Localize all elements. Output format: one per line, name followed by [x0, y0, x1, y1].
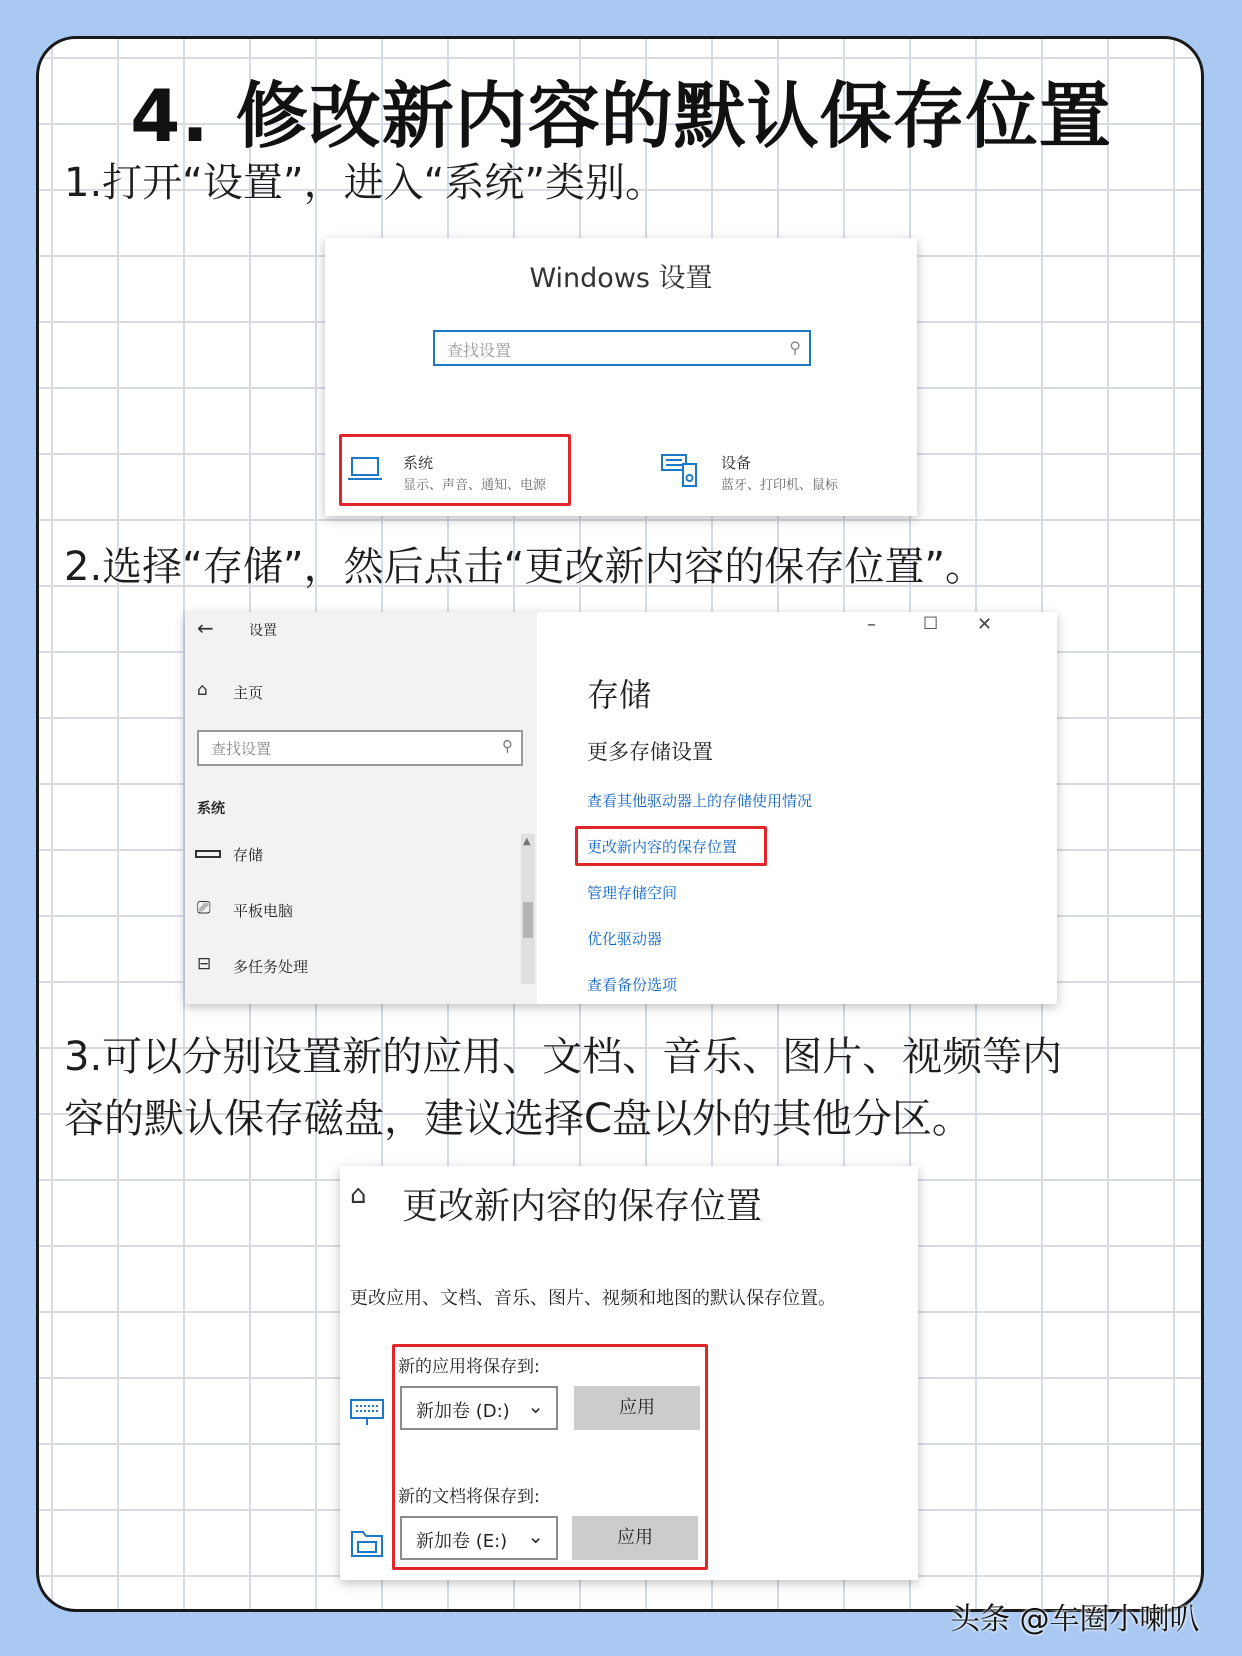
sidebar-search-placeholder: 查找设置	[211, 740, 272, 758]
tablet-icon: ⎚	[197, 898, 211, 918]
chevron-down-icon: ⌄	[527, 1394, 544, 1418]
sidebar-item-storage[interactable]: 存储	[233, 846, 264, 864]
link-optimize-drives[interactable]: 优化驱动器	[587, 930, 663, 948]
chevron-down-icon: ⌄	[527, 1524, 544, 1548]
apps-drive-select[interactable]	[400, 1386, 558, 1430]
storage-subheading: 更多存储设置	[587, 740, 713, 764]
tile-devices[interactable]	[661, 434, 891, 506]
save-location-title: 更改新内容的保存位置	[402, 1186, 763, 1227]
documents-save-label: 新的文档将保存到:	[398, 1487, 540, 1507]
step-3-text-line-1: 3.可以分别设置新的应用、文档、音乐、图片、视频等内	[64, 1034, 1063, 1080]
storage-page-title: 存储	[587, 676, 652, 714]
tile-system-sub: 显示、声音、通知、电源	[403, 478, 547, 493]
documents-drive-value: 新加卷 (E:)	[416, 1531, 508, 1552]
tile-devices-sub: 蓝牙、打印机、鼠标	[721, 478, 839, 493]
search-icon: ⚲	[502, 737, 513, 755]
laptop-icon	[347, 456, 383, 482]
apps-apply-button[interactable]: 应用	[574, 1386, 700, 1430]
tile-devices-name: 设备	[721, 454, 752, 472]
apps-save-label: 新的应用将保存到:	[398, 1357, 540, 1377]
window-title: 设置	[249, 623, 277, 639]
apps-drive-value: 新加卷 (D:)	[416, 1401, 510, 1422]
tile-system[interactable]	[339, 434, 571, 506]
monitor-icon	[350, 1398, 384, 1428]
link-change-save-location[interactable]: 更改新内容的保存位置	[587, 838, 738, 856]
sidebar-item-multitasking[interactable]: 多任务处理	[233, 958, 309, 976]
close-icon[interactable]: ✕	[977, 614, 993, 635]
link-other-drives[interactable]: 查看其他驱动器上的存储使用情况	[587, 792, 813, 810]
sidebar-search-input[interactable]	[197, 730, 523, 766]
storage-icon	[195, 850, 221, 858]
minimize-icon[interactable]: –	[867, 614, 876, 635]
search-placeholder: 查找设置	[447, 341, 512, 360]
home-icon[interactable]: ⌂	[350, 1180, 367, 1210]
save-location-description: 更改应用、文档、音乐、图片、视频和地图的默认保存位置。	[350, 1288, 836, 1309]
maximize-icon[interactable]: ☐	[923, 614, 939, 634]
back-arrow-icon[interactable]: ←	[197, 616, 214, 640]
windows-settings-title: Windows 设置	[529, 263, 713, 294]
home-icon: ⌂	[197, 680, 208, 700]
step-1-text: 1.打开“设置”，进入“系统”类别。	[64, 160, 666, 206]
link-backup-options[interactable]: 查看备份选项	[587, 976, 678, 994]
step-3-text-line-2: 容的默认保存磁盘，建议选择C盘以外的其他分区。	[64, 1096, 972, 1142]
sidebar-item-tablet[interactable]: 平板电脑	[233, 902, 294, 920]
page-title: 4. 修改新内容的默认保存位置	[130, 74, 1112, 158]
documents-drive-select[interactable]	[400, 1516, 558, 1560]
sidebar-section-title: 系统	[197, 801, 225, 817]
multitasking-icon: ⊟	[197, 954, 212, 974]
scrollbar-thumb[interactable]	[523, 902, 533, 938]
search-icon: ⚲	[789, 338, 801, 357]
settings-sidebar	[185, 612, 537, 1004]
keyboard-devices-icon	[661, 452, 699, 488]
watermark: 头条 @车圈小喇叭	[950, 1602, 1200, 1637]
folder-icon	[350, 1526, 384, 1558]
storage-settings-screenshot	[185, 612, 1057, 1004]
sidebar-item-home[interactable]: 主页	[233, 684, 264, 702]
windows-settings-screenshot	[325, 238, 917, 516]
tile-system-name: 系统	[403, 454, 434, 472]
settings-search-input[interactable]	[433, 330, 811, 366]
scroll-up-icon[interactable]: ▲	[523, 836, 531, 847]
link-manage-storage-spaces[interactable]: 管理存储空间	[587, 884, 678, 902]
save-location-screenshot	[340, 1166, 918, 1580]
step-2-text: 2.选择“存储”，然后点击“更改新内容的保存位置”。	[64, 544, 986, 590]
documents-apply-button[interactable]: 应用	[572, 1516, 698, 1560]
